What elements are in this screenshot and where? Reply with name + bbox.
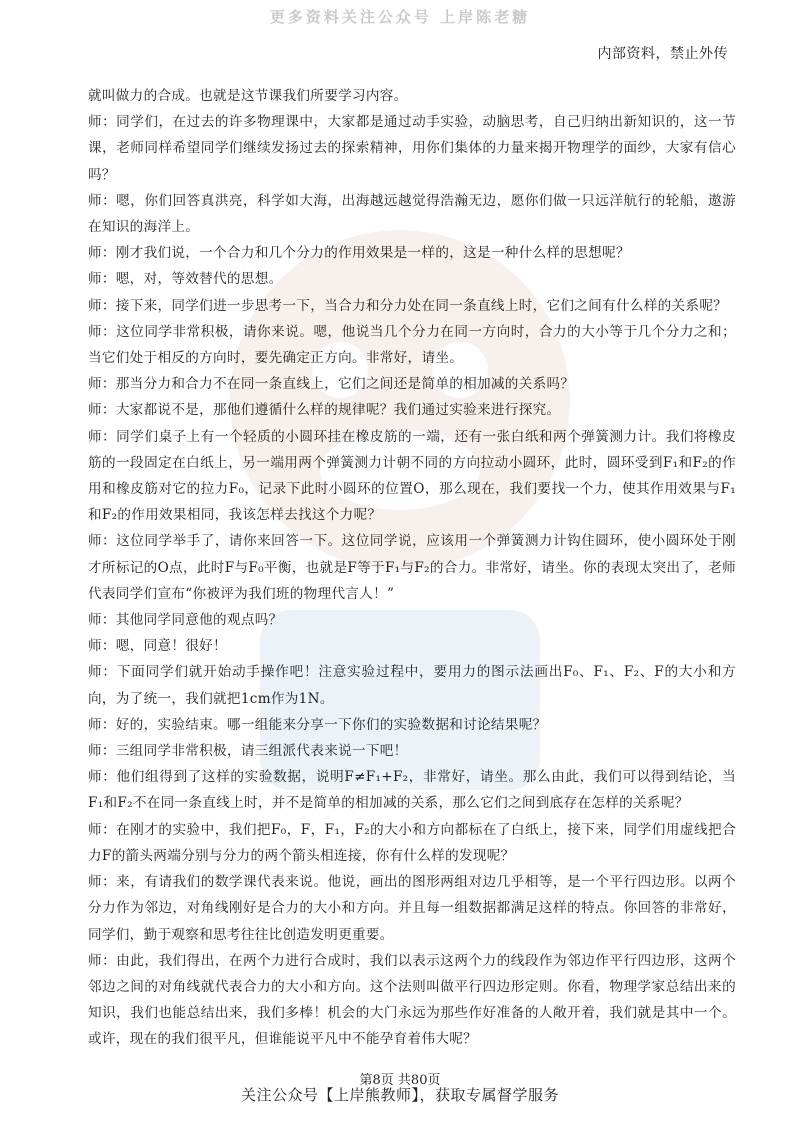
paragraph: 师：这位同学举手了，请你来回答一下。这位同学说，应该用一个弹簧测力计钩住圆环，使小圆环处于刚才所标记的O点，此时F与F₀平衡，也就是F等于F₁与F₂的合力。非常好，请坐。你的表现太突出了，老师代表同学们宣布“你被评为我们班的物理代言人！” (88, 533, 736, 602)
paragraph: 师：在刚才的实验中，我们把F₀，F，F₁，F₂的大小和方向都标在了白纸上，接下来，同学们用虚线把合力F的箭头两端分别与分力的两个箭头相连接，你有什么样的发现呢？ (88, 821, 736, 864)
paragraph: 师：他们组得到了这样的实验数据，说明F≠F₁+F₂，非常好，请坐。那么由此，我们可以得到结论，当F₁和F₂不在同一条直线上时，并不是简单的相加减的关系，那么它们之间到底存在怎样的关系呢？ (88, 769, 736, 812)
paragraph: 师：三组同学非常积极，请三组派代表来说一下吧！ (88, 743, 408, 760)
paragraph: 师：同学们桌子上有一个轻质的小圆环挂在橡皮筋的一端，还有一张白纸和两个弹簧测力计。我们将橡皮筋的一段固定在白纸上，另一端用两个弹簧测力计朝不同的方向拉动小圆环，此时，圆环受到F₁和F₂的作用和橡皮筋对它的拉力F₀，记录下此时小圆环的位置O，那么现在，我们要找一个力，使其作用效果与F₁和F₂的作用效果相同，我该怎样去找这个力呢？ (88, 428, 736, 524)
paragraph: 师：其他同学同意他的观点吗？ (88, 612, 283, 629)
paragraph: 师：那当分力和合力不在同一条直线上，它们之间还是简单的相加减的关系吗？ (88, 376, 575, 393)
confidential-notice: 内部资料，禁止外传 (597, 46, 728, 62)
paragraph: 师：接下来，同学们进一步思考一下，当合力和分力处在同一条直线上时，它们之间有什么样的关系呢？ (88, 297, 728, 314)
document-body (88, 83, 736, 1053)
paragraph: 师：刚才我们说，一个合力和几个分力的作用效果是一样的，这是一种什么样的思想呢？ (88, 245, 630, 262)
paragraph: 师：嗯，你们回答真洪亮，科学如大海，出海越远越觉得浩瀚无边，愿你们做一只远洋航行的轮船，遨游在知识的海洋上。 (88, 192, 736, 236)
paragraph: 师：由此，我们得出，在两个力进行合成时，我们以表示这两个力的线段作为邻边作平行四边形，这两个邻边之间的对角线就代表合力的大小和方向。这个法则叫做平行四边形定则。你看，物理学家总结出来的知识，我们也能总结出来，我们多棒！机会的大门永远为那些作好准备的人敞开着，我们就是其中一个。或许，现在的我们很平凡，但谁能说平凡中不能孕育着伟大呢？ (88, 952, 736, 1048)
paragraph: 师：同学们，在过去的许多物理课中，大家都是通过动手实验，动脑思考，自己归纳出新知识的，这一节课，老师同样希望同学们继续发扬过去的探索精神，用你们集体的力量来揭开物理学的面纱，大家有信心吗？ (88, 114, 736, 183)
paragraph: 师：来，有请我们的数学课代表来说。他说，画出的图形两组对边几乎相等，是一个平行四边形。以两个分力作为邻边，对角线刚好是合力的大小和方向。并且每一组数据都满足这样的特点。你回答的非常好，同学们，勤于观察和思考往往比创造发明更重要。 (88, 874, 736, 943)
footer-note: 关注公众号【上岸熊教师】，获取专属督学服务 (240, 1086, 559, 1104)
page-number: 第8页 共80页 (359, 1073, 441, 1088)
paragraph: 师：大家都说不是，那他们遵循什么样的规律呢？我们通过实验来进行探究。 (88, 402, 561, 419)
paragraph: 师：这位同学非常积极，请你来说。嗯，他说当几个分力在同一方向时，合力的大小等于几个分力之和；当它们处于相反的方向时，要先确定正方向。非常好，请坐。 (88, 323, 736, 367)
paragraph: 师：下面同学们就开始动手操作吧！注意实验过程中，要用力的图示法画出F₀、F₁、F₂、F的大小和方向，为了统一，我们就把1cm作为1N。 (88, 664, 736, 707)
paragraph: 师：嗯，同意！很好！ (88, 638, 227, 655)
paragraph: 师：嗯，对，等效替代的思想。 (88, 271, 283, 288)
paragraph: 师：好的，实验结束。哪一组能来分享一下你们的实验数据和讨论结果呢？ (88, 716, 547, 733)
top-banner: 更多资料关注公众号 上岸陈老糖 (269, 8, 531, 26)
paragraph: 就叫做力的合成。也就是这节课我们所要学习内容。 (88, 88, 408, 104)
